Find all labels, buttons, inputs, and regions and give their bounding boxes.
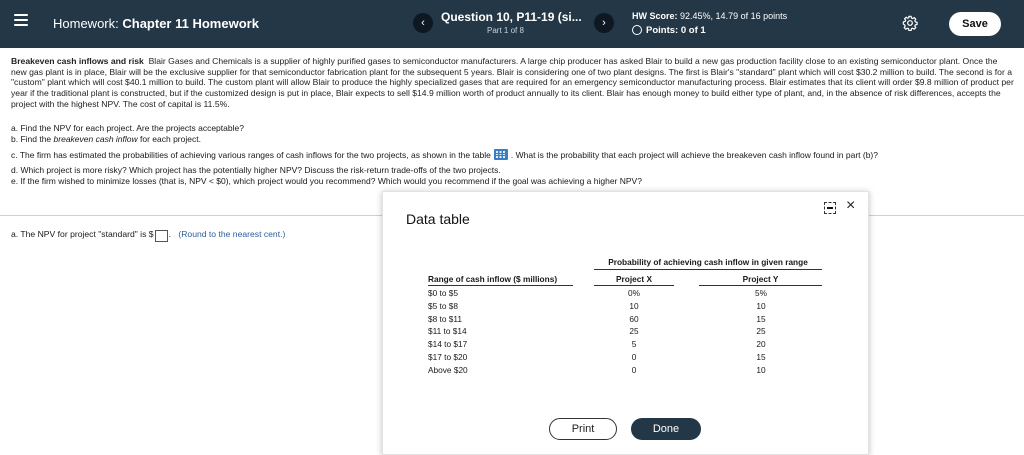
data-table-icon[interactable] bbox=[494, 149, 508, 160]
item-e: e. If the firm wished to minimize losses (that is, NPV < $0), which project would you recommend? Which would you recommend if the goal was achieving a higher NPV? bbox=[11, 176, 642, 186]
table-cell-project-y: 5% bbox=[755, 288, 767, 298]
npv-standard-input[interactable] bbox=[155, 230, 168, 242]
header-rule bbox=[594, 269, 822, 270]
done-button[interactable]: Done bbox=[631, 418, 701, 440]
table-cell-project-y: 15 bbox=[756, 352, 766, 362]
rounding-hint: (Round to the nearest cent.) bbox=[178, 229, 286, 239]
item-b-prefix: b. Find the bbox=[11, 134, 54, 144]
answer-suffix: . bbox=[168, 229, 171, 239]
column-rule-y bbox=[699, 285, 822, 286]
minimize-icon[interactable] bbox=[824, 202, 836, 214]
points-label: Points: bbox=[646, 25, 679, 36]
top-bar bbox=[0, 0, 1024, 48]
table-cell-project-x: 0 bbox=[631, 352, 637, 362]
assignment-title bbox=[53, 16, 259, 31]
points-circle-icon bbox=[632, 25, 642, 35]
close-icon[interactable]: × bbox=[846, 197, 856, 214]
table-cell-project-y: 25 bbox=[756, 326, 766, 337]
table-cell-range: Above $20 bbox=[428, 364, 468, 375]
hw-score-value: 92.45%, 14.79 of 16 points bbox=[680, 11, 788, 21]
data-table-modal bbox=[382, 191, 869, 455]
next-question-button[interactable]: › bbox=[594, 13, 614, 33]
question-part: Part 1 of 8 bbox=[487, 26, 524, 35]
table-cell-project-y: 15 bbox=[756, 313, 766, 324]
table-cell-project-x: 0% bbox=[628, 288, 640, 298]
points bbox=[632, 25, 706, 36]
previous-question-button[interactable]: ‹ bbox=[413, 13, 433, 33]
save-button[interactable]: Save bbox=[949, 12, 1001, 36]
column-header-project-x: Project X bbox=[616, 274, 652, 284]
table-cell-range: $5 to $8 bbox=[428, 300, 458, 311]
item-a: a. Find the NPV for each project. Are the projects acceptable? bbox=[11, 123, 244, 133]
table-cell-project-y: 10 bbox=[756, 300, 766, 311]
problem-heading: Breakeven cash inflows and risk bbox=[11, 56, 144, 66]
probability-header: Probability of achieving cash inflow in given range bbox=[608, 257, 808, 267]
column-header-project-y: Project Y bbox=[742, 274, 779, 284]
problem-statement bbox=[11, 56, 1015, 110]
item-b-suffix: for each project. bbox=[137, 134, 201, 144]
column-rule-range bbox=[428, 285, 573, 286]
answer-line bbox=[11, 229, 285, 242]
table-cell-project-y: 10 bbox=[756, 364, 766, 375]
item-c-suffix: . What is the probability that each project will achieve the breakeven cash inflow found in part (b)? bbox=[510, 150, 878, 160]
problem-body: Blair Gases and Chemicals is a supplier of highly purified gases to semiconductor manufacturers. A large chip producer has asked Blair to build a new gas production facility close to an existing semiconductor plant. Once the new gas plant is in place, Blair will be the exclusive supplier for that semiconductor fabrication plant for the subsequent 5 years. Blair is considering one of two plant designs. The first is Blair's "standard" plant which will cost $30.2 million to build. The second is for a "custom" plant which will cost $40.1 million to build. The custom plant will allow Blair to produce the highly specialized gases that are required for an emergency semiconductor manufacturing process. Blair estimates that its client will order $9.8 million of product per year if the traditional plant is constructed, but if the customized design is put in place, Blair expects to sell $14.9 million worth of product annually to its client. Blair has enough money to build either type of plant, and, in the absence of risk differences, accepts the project with the highest NPV. The cost of capital is 11.5%. bbox=[11, 56, 1014, 109]
item-b-emphasis: breakeven cash inflow bbox=[53, 134, 138, 144]
table-cell-range: $17 to $20 bbox=[428, 352, 468, 362]
answer-prefix: a. The NPV for project "standard" is $ bbox=[11, 229, 154, 239]
item-b bbox=[11, 134, 1015, 145]
table-cell-range: $14 to $17 bbox=[428, 339, 468, 350]
table-cell-project-x: 10 bbox=[629, 300, 639, 311]
item-d: d. Which project is more risky? Which project has the potentially higher NPV? Discuss the risk-return trade-offs of the two projects. bbox=[11, 165, 501, 175]
table-cell-range: $0 to $5 bbox=[428, 288, 458, 298]
table-cell-range: $8 to $11 bbox=[428, 313, 462, 324]
hw-score-label: HW Score: bbox=[632, 11, 678, 21]
assignment-label: Homework: bbox=[53, 16, 119, 31]
item-c bbox=[11, 149, 1015, 161]
table-cell-project-x: 5 bbox=[631, 339, 637, 350]
item-c-prefix: c. The firm has estimated the probabilities of achieving various ranges of cash inflows for the two projects, as shown in the table bbox=[11, 150, 491, 160]
hamburger-menu-icon[interactable] bbox=[14, 14, 28, 26]
points-value: 0 of 1 bbox=[680, 25, 706, 36]
print-button[interactable]: Print bbox=[549, 418, 617, 440]
settings-gear-icon[interactable] bbox=[902, 15, 918, 31]
column-header-range: Range of cash inflow ($ millions) bbox=[428, 274, 558, 284]
table-cell-project-x: 0 bbox=[631, 364, 637, 375]
table-cell-range: $11 to $14 bbox=[428, 326, 467, 337]
column-rule-x bbox=[594, 285, 674, 286]
table-cell-project-x: 60 bbox=[629, 313, 639, 324]
hw-score bbox=[632, 11, 787, 21]
question-title[interactable]: Question 10, P11-19 (si... bbox=[441, 10, 582, 24]
assignment-name: Chapter 11 Homework bbox=[122, 16, 259, 31]
table-cell-project-x: 25 bbox=[629, 326, 639, 337]
table-cell-project-y: 20 bbox=[756, 339, 766, 350]
modal-title: Data table bbox=[406, 211, 470, 227]
question-items bbox=[11, 123, 1015, 187]
